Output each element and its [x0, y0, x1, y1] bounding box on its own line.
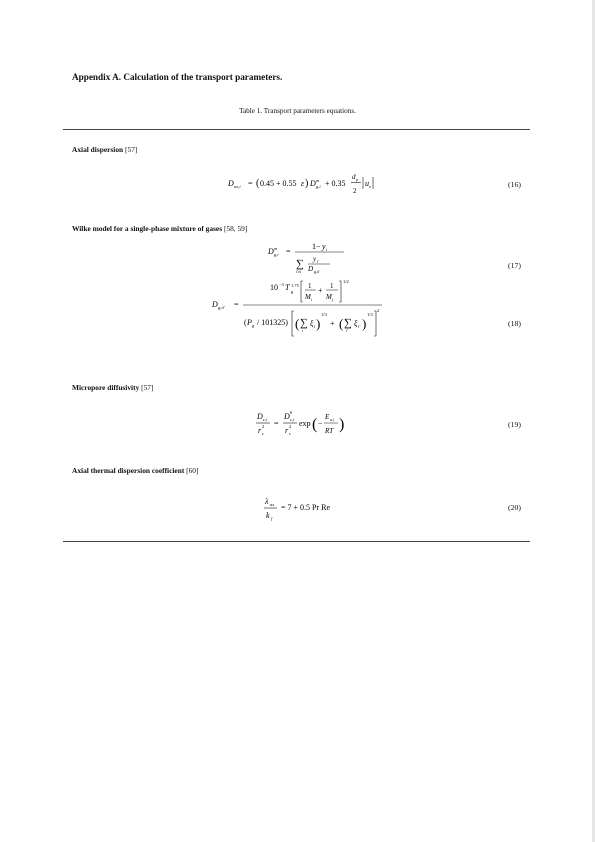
svg-text:k: k: [266, 511, 270, 520]
svg-text:ξ: ξ: [354, 319, 358, 328]
svg-text:(: (: [244, 318, 247, 327]
svg-text:): ): [316, 316, 321, 331]
section-axial-dispersion: [72, 145, 137, 154]
svg-text:1.75: 1.75: [291, 283, 299, 288]
section-title: Wilke model for a single-phase mixture of gases: [72, 224, 223, 233]
svg-text:RT: RT: [325, 427, 334, 435]
table-bottom-rule: [63, 541, 530, 542]
svg-text:(: (: [295, 316, 300, 331]
svg-text:(: (: [256, 178, 260, 189]
svg-text:D: D: [310, 179, 316, 188]
svg-text:c,i: c,i: [290, 417, 295, 422]
svg-text:∑: ∑: [296, 258, 304, 270]
svg-text:y: y: [322, 242, 326, 251]
section-ref: [57]: [141, 383, 154, 392]
svg-text:ax,i: ax,i: [234, 184, 241, 189]
section-ref: [57]: [125, 145, 138, 154]
svg-text:1: 1: [330, 282, 334, 290]
svg-text:f: f: [271, 516, 273, 521]
svg-text:M: M: [305, 293, 311, 301]
svg-text:D: D: [212, 300, 218, 309]
svg-text:r: r: [285, 426, 289, 435]
section-title: Axial dispersion: [72, 145, 124, 154]
equation-17: [268, 240, 358, 282]
svg-text:∑: ∑: [300, 317, 308, 329]
svg-text:r: r: [258, 426, 262, 435]
svg-text:g,ii': g,ii': [218, 305, 225, 310]
equation-number: (20): [508, 503, 521, 512]
svg-text:1: 1: [308, 282, 312, 290]
svg-text:=: =: [274, 419, 279, 428]
svg-text:): ): [362, 316, 367, 331]
equation-number: (19): [508, 420, 521, 429]
svg-text:u: u: [365, 179, 369, 188]
svg-text:g,i: g,i: [316, 184, 321, 189]
svg-text:10: 10: [270, 283, 278, 292]
svg-text:=: =: [234, 300, 239, 309]
equation-number: (17): [508, 261, 521, 270]
equation-20: [264, 494, 354, 526]
svg-text:d: d: [352, 173, 356, 181]
equation-19: [256, 409, 356, 443]
svg-text:0.45 + 0.55: 0.45 + 0.55: [260, 179, 297, 188]
svg-text:i': i': [358, 324, 361, 329]
svg-text:λ: λ: [265, 497, 269, 506]
svg-text:a,i: a,i: [330, 417, 335, 422]
svg-text:0: 0: [290, 410, 293, 415]
svg-text:D: D: [308, 265, 314, 273]
svg-text:+ 0.35: + 0.35: [325, 179, 346, 188]
svg-text:ax: ax: [270, 502, 275, 507]
section-ref: [58, 59]: [223, 224, 248, 233]
svg-text:ε: ε: [301, 179, 305, 188]
svg-text:D: D: [284, 412, 290, 421]
svg-text:z: z: [369, 184, 371, 189]
appendix-title: Appendix A. Calculation of the transport parameters.: [72, 72, 283, 82]
svg-text:exp: exp: [299, 419, 311, 428]
svg-text:g: g: [252, 323, 255, 328]
section-title: Axial thermal dispersion coefficient: [72, 466, 185, 475]
svg-text:∑: ∑: [344, 317, 352, 329]
section-micropore-diffusivity: [72, 383, 153, 392]
svg-text:−: −: [318, 419, 323, 428]
svg-text:= 7 + 0.5 Pr Re: = 7 + 0.5 Pr Re: [281, 503, 331, 512]
svg-text:c: c: [289, 431, 291, 436]
svg-text:D: D: [268, 247, 274, 256]
equation-number: (18): [508, 319, 521, 328]
svg-text:E: E: [325, 413, 330, 421]
svg-text:m: m: [274, 246, 278, 251]
svg-text:m: m: [316, 178, 320, 183]
table-caption: Table 1. Transport parameters equations.: [239, 107, 356, 115]
svg-text:+: +: [318, 286, 323, 295]
svg-text:2: 2: [289, 424, 292, 429]
section-wilke-model: [72, 224, 247, 233]
svg-text:2: 2: [377, 308, 380, 313]
svg-text:ξ: ξ: [310, 319, 314, 328]
svg-text:g: g: [291, 289, 294, 294]
svg-text:c: c: [262, 431, 264, 436]
svg-text:1−: 1−: [312, 242, 321, 251]
section-ref: [60]: [186, 466, 199, 475]
svg-text:2: 2: [262, 424, 265, 429]
svg-text:i: i: [326, 247, 328, 252]
equation-number: (16): [508, 180, 521, 189]
svg-text:i': i': [346, 328, 348, 333]
svg-text:j: j: [332, 297, 334, 302]
svg-text:=: =: [248, 179, 253, 188]
svg-text:g,i: g,i: [274, 252, 279, 257]
section-title: Micropore diffusivity: [72, 383, 140, 392]
svg-text:p: p: [356, 177, 358, 182]
svg-text:): ): [305, 178, 309, 189]
svg-text:+: +: [330, 319, 335, 328]
svg-text:c,i: c,i: [263, 417, 268, 422]
svg-text:M: M: [326, 293, 332, 301]
svg-text:(: (: [339, 316, 344, 331]
table-top-rule: [63, 129, 530, 130]
svg-text:2: 2: [353, 187, 357, 195]
svg-text:D: D: [228, 179, 234, 188]
svg-text:1/3: 1/3: [367, 312, 373, 317]
svg-text:−3: −3: [279, 282, 284, 287]
svg-text:i: i: [314, 324, 316, 329]
section-axial-thermal-dispersion: [72, 466, 198, 475]
svg-text:1/2: 1/2: [343, 280, 349, 284]
svg-text:i: i: [311, 297, 313, 302]
svg-text:P: P: [247, 318, 252, 327]
svg-text:y: y: [313, 255, 317, 263]
svg-text:T: T: [285, 283, 290, 292]
svg-text:): ): [339, 416, 345, 433]
svg-text:i: i: [302, 328, 304, 333]
svg-text:g,ii': g,ii': [314, 269, 321, 274]
svg-text:/ 101325): / 101325): [257, 318, 288, 327]
svg-text:i': i': [317, 259, 319, 264]
svg-text:D: D: [257, 412, 263, 421]
equation-18: [212, 280, 387, 347]
svg-text:i'≠i: i'≠i: [296, 269, 302, 274]
equation-16: [228, 172, 418, 204]
svg-text:=: =: [286, 247, 291, 256]
svg-text:(: (: [312, 416, 318, 433]
svg-text:1/3: 1/3: [321, 312, 327, 317]
